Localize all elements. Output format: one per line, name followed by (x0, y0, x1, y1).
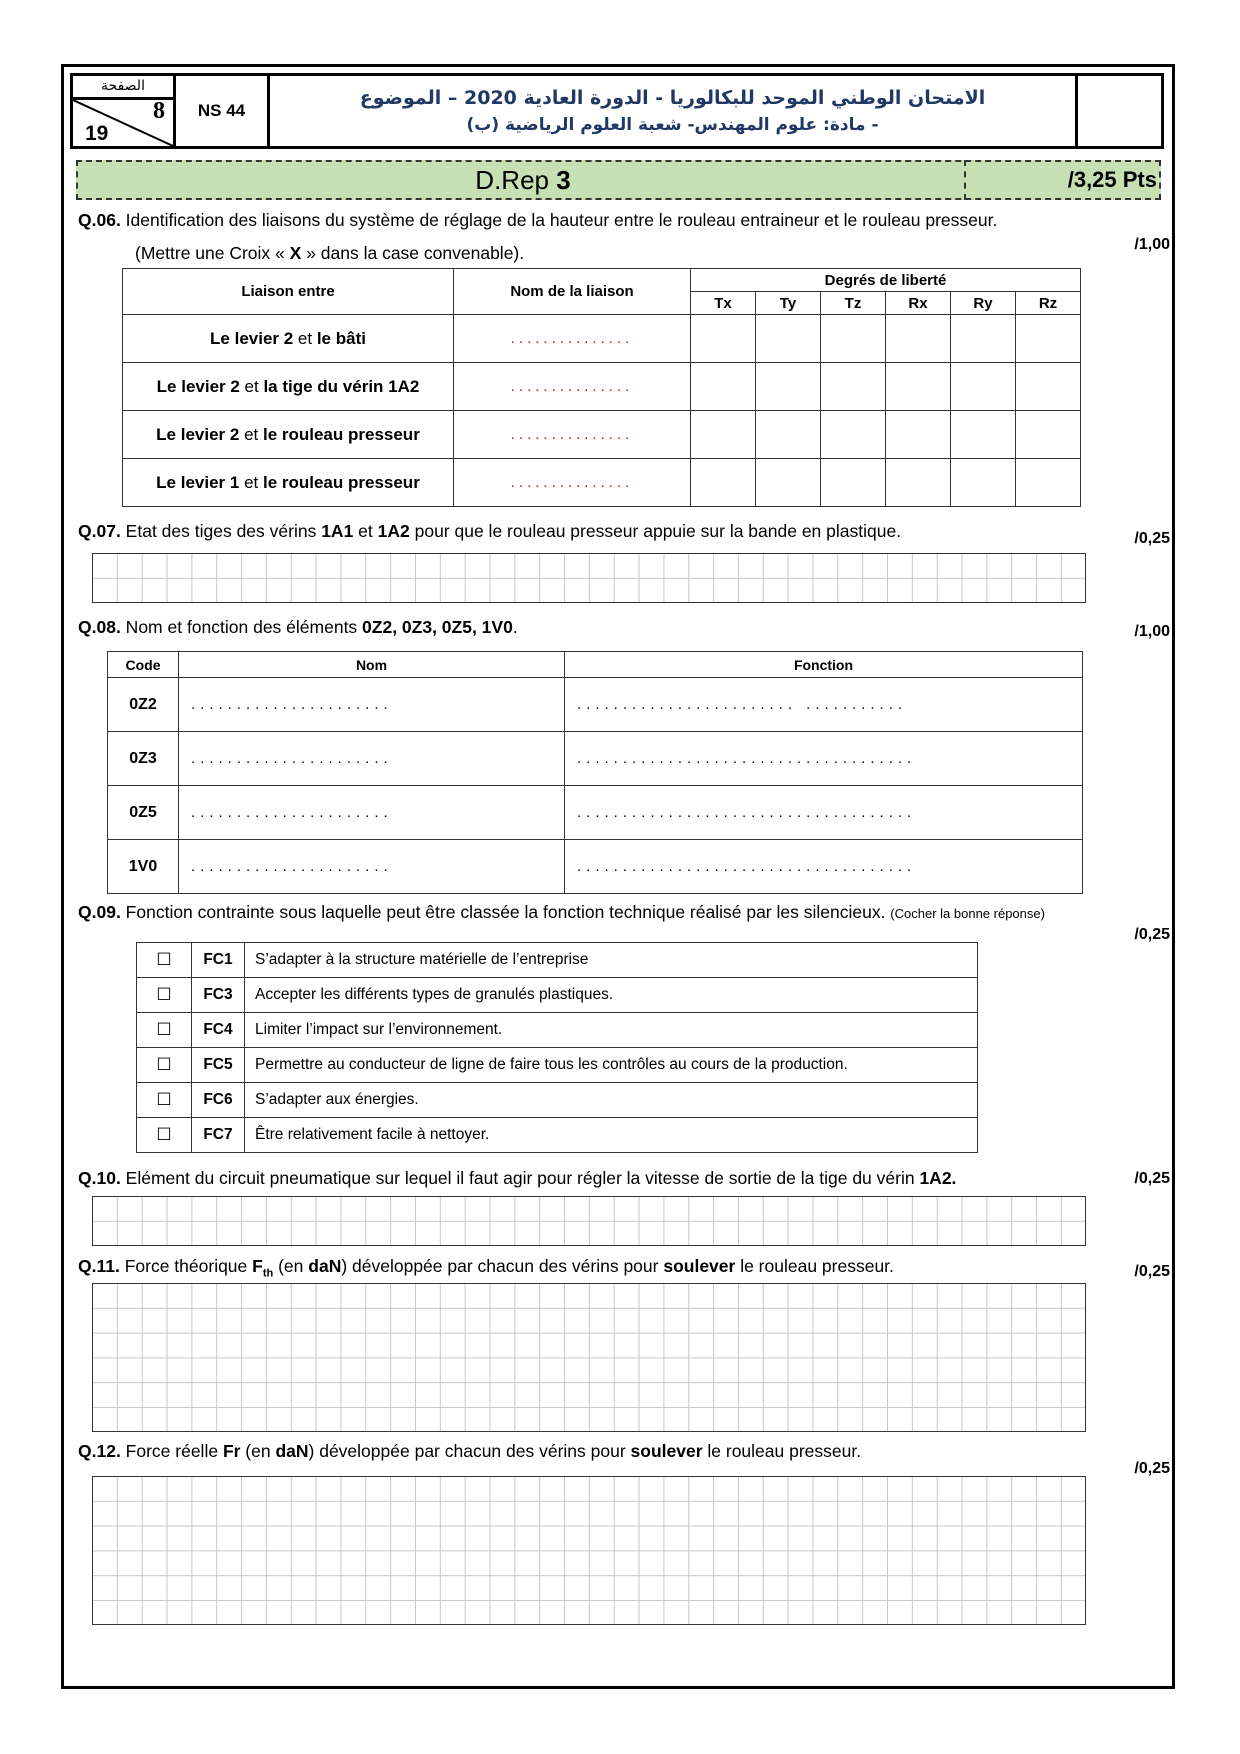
option-label: Être relativement facile à nettoyer. (245, 1118, 978, 1153)
element-code: 0Z3 (108, 732, 179, 786)
q09-number: Q.09. (78, 902, 121, 922)
option-row (137, 1083, 978, 1118)
q07-text-3: pour que le rouleau presseur appuie sur la bande en plastique. (409, 521, 902, 541)
liaison-label (123, 459, 454, 507)
dof-ry-cell[interactable] (951, 411, 1016, 459)
dof-tx-cell[interactable] (691, 459, 756, 507)
liaison-part-b: le bâti (316, 328, 366, 348)
liaison-label (123, 411, 454, 459)
section-band (76, 160, 1161, 200)
section-title (78, 162, 968, 198)
q08-end: . (512, 617, 518, 637)
liaison-part-b: le rouleau presseur (262, 424, 420, 444)
checkbox-icon[interactable]: ☐ (137, 1118, 192, 1153)
option-row (137, 1118, 978, 1153)
liaison-label (123, 315, 454, 363)
dof-tx-cell[interactable] (691, 363, 756, 411)
dof-ry-cell[interactable] (951, 363, 1016, 411)
table-row (123, 459, 1081, 507)
liaison-part-a: Le levier 2 (156, 424, 240, 444)
dof-ry-cell[interactable] (951, 459, 1016, 507)
exam-code: NS 44 (176, 76, 270, 146)
q10-answer-grid[interactable] (92, 1196, 1086, 1246)
q07-bold-2: 1A2 (377, 521, 410, 541)
q11-text-3: ) développée par chacun des vérins pour (341, 1256, 664, 1276)
option-code: FC3 (192, 978, 245, 1013)
option-label: Limiter l’impact sur l’environnement. (245, 1013, 978, 1048)
col-code-header: Code (108, 652, 179, 678)
element-code: 0Z5 (108, 786, 179, 840)
dof-ty-cell[interactable] (756, 363, 821, 411)
q10-bold: 1A2. (919, 1168, 957, 1188)
col-liaison-header: Liaison entre (123, 269, 454, 315)
element-code: 0Z2 (108, 678, 179, 732)
q06-instruction (135, 243, 524, 264)
option-row (137, 978, 978, 1013)
section-title-number: 3 (556, 165, 571, 195)
dof-rz-cell[interactable] (1016, 411, 1081, 459)
q11-text-1: Force théorique (119, 1256, 253, 1276)
q12-answer-grid[interactable] (92, 1476, 1086, 1625)
checkbox-icon[interactable]: ☐ (137, 1083, 192, 1118)
q12-number: Q.12. (78, 1441, 121, 1461)
q08-text: Nom et fonction des éléments (120, 617, 363, 637)
exam-title (270, 76, 1078, 146)
liaison-part-a: Le levier 2 (156, 376, 240, 396)
section-separator (964, 160, 966, 200)
option-label: Accepter les différents types de granulés plastiques. (245, 978, 978, 1013)
element-function-field[interactable]: ..................................... (565, 732, 1083, 786)
table-row (108, 678, 1083, 732)
dof-ry-header: Ry (951, 292, 1016, 315)
element-name-field[interactable]: ...................... (179, 732, 565, 786)
liaison-part-a: Le levier 2 (210, 328, 294, 348)
dof-ty-header: Ty (756, 292, 821, 315)
dof-ry-cell[interactable] (951, 315, 1016, 363)
element-name-field[interactable]: ...................... (179, 678, 565, 732)
option-code: FC7 (192, 1118, 245, 1153)
dof-rz-cell[interactable] (1016, 459, 1081, 507)
table-row (123, 315, 1081, 363)
section-title-prefix: D.Rep (475, 165, 557, 195)
element-name-field[interactable]: ...................... (179, 840, 565, 894)
q07-answer-grid[interactable] (92, 553, 1086, 603)
liaison-name-field[interactable]: ............... (454, 363, 691, 411)
option-label: S’adapter à la structure matérielle de l’entreprise (245, 943, 978, 978)
q12-unit: daN (275, 1441, 309, 1461)
table-row (108, 840, 1083, 894)
q12-verb: soulever (630, 1441, 703, 1461)
option-code: FC4 (192, 1013, 245, 1048)
q07-question (78, 521, 901, 542)
q09-points: /0,25 (1134, 926, 1170, 943)
q06-question (78, 210, 997, 231)
q08-number: Q.08. (78, 617, 121, 637)
q11-force-subscript: th (262, 1267, 274, 1280)
dof-rx-cell[interactable] (886, 459, 951, 507)
q06-instruction-post: » dans la case convenable). (301, 243, 525, 263)
q07-text-1: Etat des tiges des vérins (120, 521, 322, 541)
table-row (108, 732, 1083, 786)
element-function-field[interactable]: ..................................... (565, 786, 1083, 840)
option-row (137, 943, 978, 978)
q12-points: /0,25 (1134, 1460, 1170, 1477)
q09-hint: (Cocher la bonne réponse) (890, 906, 1045, 921)
page-current: 8 (153, 98, 165, 124)
option-code: FC6 (192, 1083, 245, 1118)
option-row (137, 1048, 978, 1083)
table-row (108, 786, 1083, 840)
liaison-name-field[interactable]: ............... (454, 459, 691, 507)
q06-instruction-x: X (289, 243, 302, 263)
dof-tz-cell[interactable] (821, 459, 886, 507)
q10-question (78, 1168, 956, 1189)
q06-number: Q.06. (78, 210, 121, 230)
checkbox-icon[interactable]: ☐ (137, 1048, 192, 1083)
col-nom-header: Nom de la liaison (454, 269, 691, 315)
option-code: FC5 (192, 1048, 245, 1083)
col-nom-header: Nom (179, 652, 565, 678)
liaison-name-field[interactable]: ............... (454, 411, 691, 459)
q09-text: Fonction contrainte sous laquelle peut être classée la fonction technique réalisé par les silencieux. (120, 902, 891, 922)
liaison-label (123, 363, 454, 411)
q12-question (78, 1441, 861, 1462)
page-number-box (73, 76, 176, 146)
exam-title-line1: الامتحان الوطني الموحد للبكالوريا - الدورة العادية 2020 – الموضوع (359, 87, 986, 109)
liaison-part-b: le rouleau presseur (262, 472, 420, 492)
section-points: /3,25 Pts (1067, 167, 1157, 192)
q10-number: Q.10. (78, 1168, 121, 1188)
dof-tx-cell[interactable] (691, 411, 756, 459)
q08-points: /1,00 (1134, 623, 1170, 640)
element-name-field[interactable]: ...................... (179, 786, 565, 840)
q07-number: Q.07. (78, 521, 121, 541)
q11-text-4: le rouleau presseur. (735, 1256, 894, 1276)
q07-points: /0,25 (1134, 530, 1170, 547)
exam-header (70, 73, 1164, 149)
checkbox-icon[interactable]: ☐ (137, 1013, 192, 1048)
page-label: الصفحة (73, 76, 173, 100)
dof-rx-cell[interactable] (886, 315, 951, 363)
q11-unit: daN (308, 1256, 342, 1276)
liaison-part-b: la tige du vérin 1A2 (263, 376, 420, 396)
dof-rz-cell[interactable] (1016, 363, 1081, 411)
dof-rz-header: Rz (1016, 292, 1081, 315)
col-fonction-header: Fonction (565, 652, 1083, 678)
dof-rx-cell[interactable] (886, 411, 951, 459)
q06-text: Identification des liaisons du système de réglage de la hauteur entre le rouleau entraineur et le rouleau presseur. (120, 210, 998, 230)
q09-question (78, 902, 1045, 923)
exam-title-line2: - مادة: علوم المهندس- شعبة العلوم الرياضية (ب) (466, 115, 879, 135)
element-function-field[interactable]: ........................ ........... (565, 678, 1083, 732)
q11-verb: soulever (663, 1256, 736, 1276)
page-total: 19 (85, 122, 109, 145)
table-row (123, 363, 1081, 411)
checkbox-icon[interactable]: ☐ (137, 978, 192, 1013)
q12-text-4: le rouleau presseur. (702, 1441, 862, 1461)
q10-text: Elément du circuit pneumatique sur lequel il faut agir pour régler la vitesse de sortie de la tige du vérin (120, 1168, 920, 1188)
option-row (137, 1013, 978, 1048)
liaison-and: et (293, 328, 317, 348)
liaison-name-field[interactable]: ............... (454, 315, 691, 363)
table-row (123, 411, 1081, 459)
col-dof-header: Degrés de liberté (691, 269, 1081, 292)
q12-text-1: Force réelle (120, 1441, 223, 1461)
element-function-field[interactable]: ..................................... (565, 840, 1083, 894)
q08-elements-table (107, 651, 1083, 894)
dof-ty-cell[interactable] (756, 315, 821, 363)
q11-number: Q.11. (78, 1256, 120, 1276)
dof-tz-cell[interactable] (821, 363, 886, 411)
q08-question (78, 617, 518, 638)
liaison-and: et (239, 424, 263, 444)
dof-rx-header: Rx (886, 292, 951, 315)
dof-tx-header: Tx (691, 292, 756, 315)
dof-tz-cell[interactable] (821, 315, 886, 363)
q07-text-2: et (353, 521, 378, 541)
q10-points: /0,25 (1134, 1170, 1170, 1187)
q06-points: /1,00 (1134, 236, 1170, 253)
q11-answer-grid[interactable] (92, 1283, 1086, 1432)
dof-tz-header: Tz (821, 292, 886, 315)
dof-ty-cell[interactable] (756, 411, 821, 459)
q11-question (78, 1256, 894, 1280)
element-code: 1V0 (108, 840, 179, 894)
header-blank-box (1078, 76, 1161, 146)
q12-text-2: (en (240, 1441, 276, 1461)
q09-options-table (136, 942, 978, 1153)
liaison-and: et (239, 376, 264, 396)
q12-force-symbol: Fr (222, 1441, 241, 1461)
q11-text-2: (en (273, 1256, 309, 1276)
checkbox-icon[interactable]: ☐ (137, 943, 192, 978)
q07-bold-1: 1A1 (321, 521, 354, 541)
option-label: S’adapter aux énergies. (245, 1083, 978, 1118)
option-code: FC1 (192, 943, 245, 978)
dof-rx-cell[interactable] (886, 363, 951, 411)
liaison-and: et (239, 472, 263, 492)
dof-tx-cell[interactable] (691, 315, 756, 363)
option-label: Permettre au conducteur de ligne de faire tous les contrôles au cours de la production. (245, 1048, 978, 1083)
q06-liaison-table (122, 268, 1081, 507)
q12-text-3: ) développée par chacun des vérins pour (308, 1441, 631, 1461)
q06-instruction-pre: (Mettre une Croix « (135, 243, 290, 263)
q08-codes: 0Z2, 0Z3, 0Z5, 1V0 (362, 617, 513, 637)
q11-force-symbol: F (252, 1256, 263, 1276)
dof-tz-cell[interactable] (821, 411, 886, 459)
dof-ty-cell[interactable] (756, 459, 821, 507)
dof-rz-cell[interactable] (1016, 315, 1081, 363)
liaison-part-a: Le levier 1 (156, 472, 240, 492)
q11-points: /0,25 (1134, 1263, 1170, 1280)
